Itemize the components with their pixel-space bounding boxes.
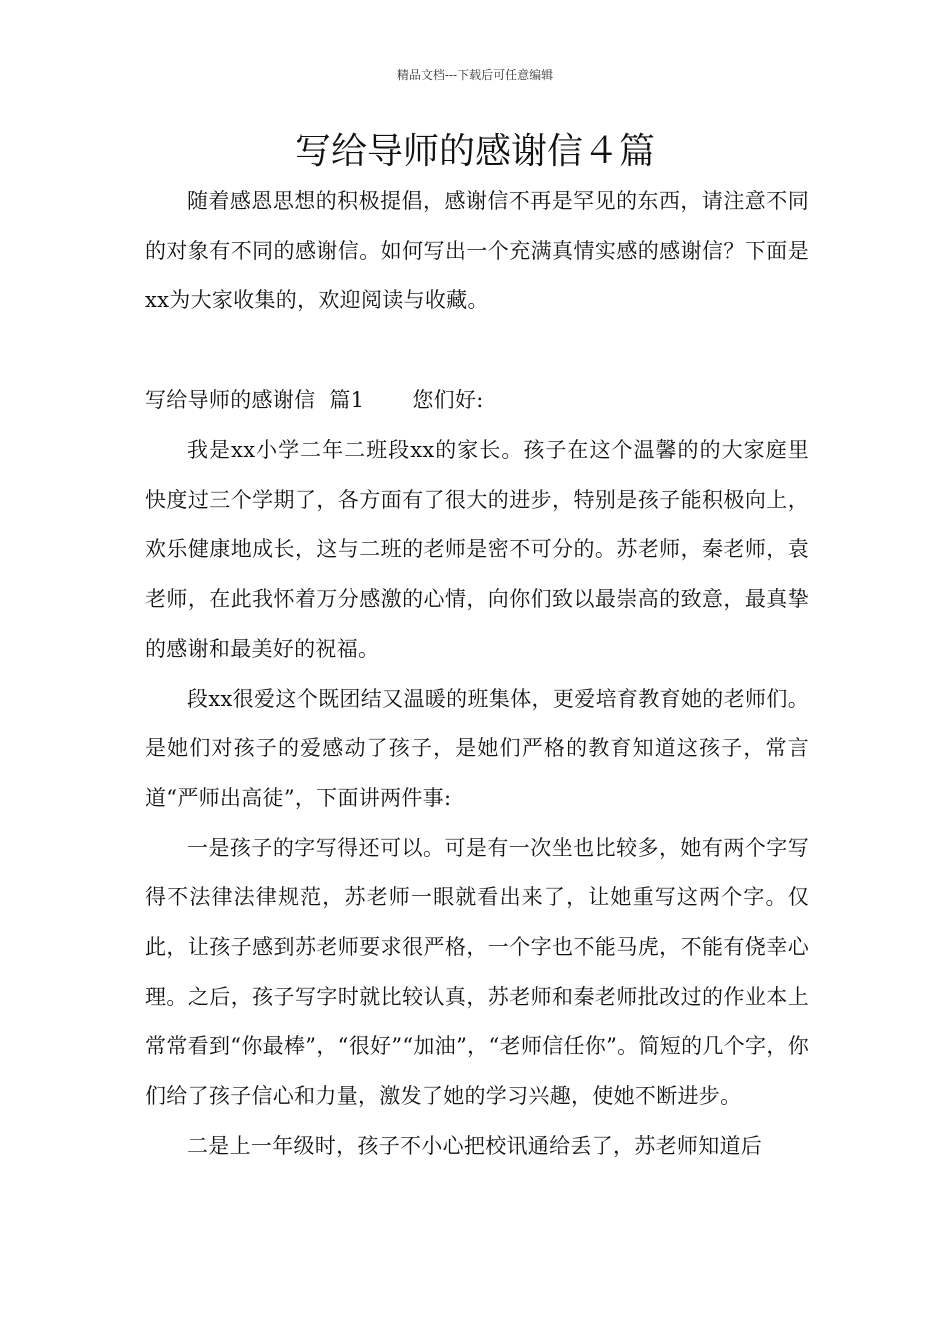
section-heading-line [145,376,809,426]
document-title: 写给导师的感谢信４篇 [294,131,655,172]
intro-paragraph: 随着感恩思想的积极提倡，感谢信不再是罕见的东西，请注意不同的对象有不同的感谢信。如何写出一个充满真情实感的感谢信？下面是xx为大家收集的，欢迎阅读与收藏。 [145,189,809,313]
header-note: 精品文档---下载后可任意编辑 [396,68,554,82]
letter-paragraph: 二是上一年级时，孩子不小心把校讯通给丢了，苏老师知道后 [187,1133,763,1158]
letter-paragraph: 一是孩子的字写得还可以。可是有一次坐也比较多，她有两个字写得不法律法律规范，苏老师一眼就看出来了，让她重写这两个字。仅此，让孩子感到苏老师要求很严格，一个字也不能马虎，不能有侥幸心理。之后，孩子写字时就比较认真，苏老师和秦老师批改过的作业本上常常看到“你最棒”，“很好”“加油”，“老师信任你”。简短的几个字，你们给了孩子信心和力量，激发了她的学习兴趣，使她不断进步。 [145,835,809,1109]
letter-greeting: 您们好: [412,388,484,412]
section-heading: 写给导师的感谢信 篇1 [145,388,365,412]
intro-block [145,177,809,326]
letter-paragraph: 我是xx小学二年二班段xx的家长。孩子在这个温馨的的大家庭里快度过三个学期了，各方面有了很大的进步，特别是孩子能积极向上，欢乐健康地成长，这与二班的老师是密不可分的。苏老师，秦老师，袁老师，在此我怀着万分感激的心情，向你们致以最崇高的致意，最真挚的感谢和最美好的祝福。 [145,438,809,661]
letter-paragraph: 段xx很爱这个既团结又温暖的班集体，更爱培育教育她的老师们。是她们对孩子的爱感动了孩子，是她们严格的教育知道这孩子，常言道“严师出高徒”，下面讲两件事: [145,686,809,810]
letter-body [145,426,809,1172]
